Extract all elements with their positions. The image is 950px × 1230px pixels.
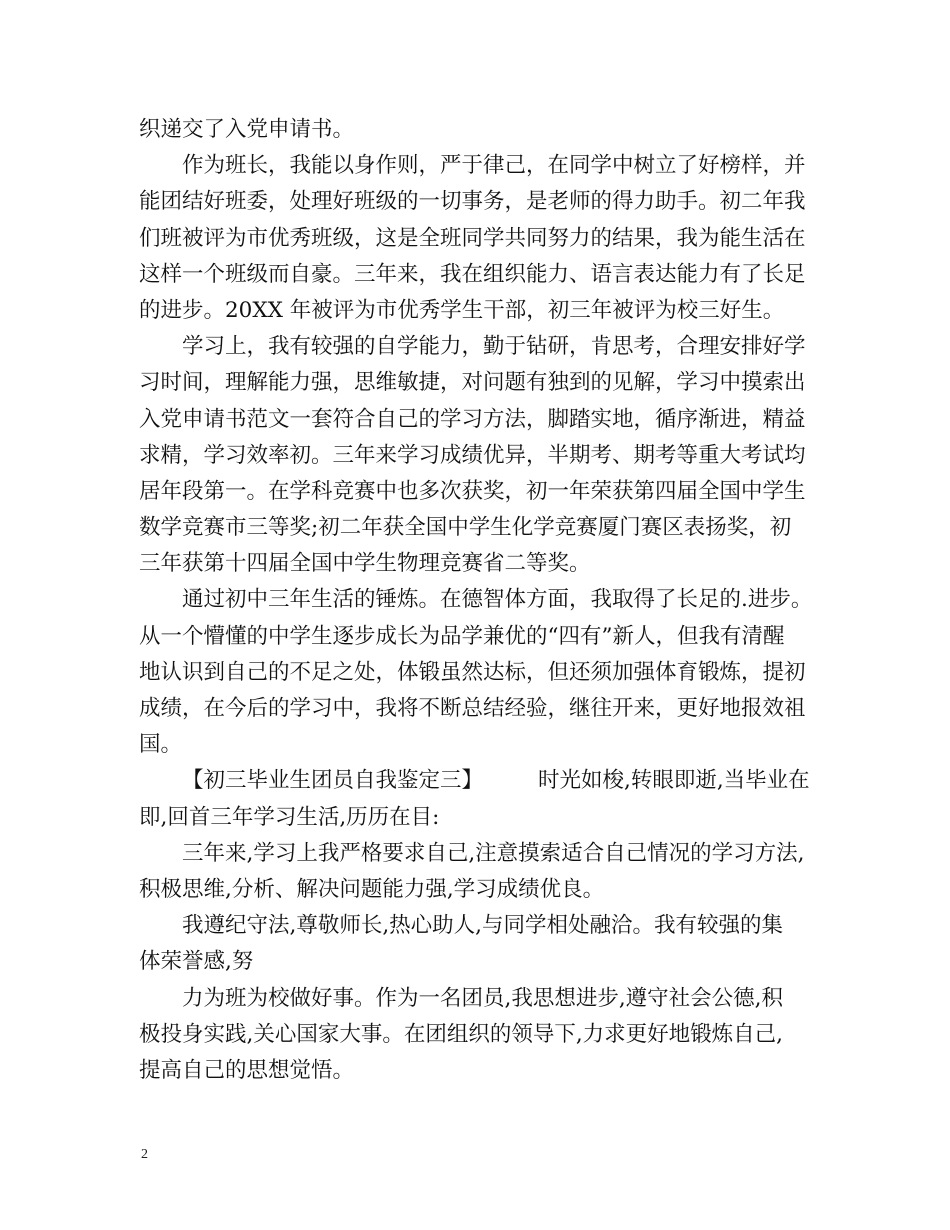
- text-line: [139, 257, 824, 293]
- text-line: [139, 727, 824, 763]
- text-line-content: 求精，学习效率初。三年来学习成绩优异，半期考、期考等重大考试均: [139, 442, 806, 468]
- text-line: [139, 1053, 824, 1089]
- text-line-content: 织递交了入党申请书。: [139, 117, 355, 142]
- text-line: [139, 944, 824, 980]
- text-line: [139, 474, 824, 510]
- text-line: [139, 402, 824, 438]
- text-line-content: 三年来,学习上我严格要求自己,注意摸索适合自己情况的学习方法,: [182, 840, 805, 866]
- text-line-content: 这样一个班级而自豪。三年来，我在组织能力、语言表达能力有了长足: [139, 261, 806, 287]
- text-line-content: 学习上，我有较强的自学能力，勤于钻研，肯思考，合理安排好学: [182, 334, 806, 360]
- text-line-content: 能团结好班委，处理好班级的一切事务，是老师的得力助手。初二年我: [139, 189, 806, 215]
- text-line-content: 习时间，理解能力强，思维敏捷，对问题有独到的见解，学习中摸索出: [139, 370, 806, 396]
- text-line: [139, 582, 824, 618]
- page-number: 2: [141, 1147, 148, 1162]
- text-line-content: 居年段第一。在学科竞赛中也多次获奖，初一年荣获第四届全国中学生: [139, 478, 806, 504]
- text-line: [139, 908, 824, 944]
- text-line-content: 地认识到自己的不足之处，体锻虽然达标，但还须加强体育锻炼，提初: [139, 659, 806, 685]
- text-line-content: 提高自己的思想觉悟。: [139, 1057, 355, 1083]
- text-line-content: 【初三毕业生团员自我鉴定三】: [182, 768, 484, 794]
- text-line-content: 通过初中三年生活的锤炼。在德智体方面，我取得了长足的.进步。: [182, 587, 813, 613]
- text-line-continuation: 时光如梭,转眼即逝,当毕业在: [538, 768, 810, 794]
- text-line: [139, 438, 824, 474]
- text-line-content: 的进步。20XX 年被评为市优秀学生干部，初三年被评为校三好生。: [139, 297, 785, 323]
- text-line-content: 成绩，在今后的学习中，我将不断总结经验，继往开来，更好地报效祖: [139, 696, 806, 721]
- text-line: [139, 510, 824, 546]
- text-line: [139, 872, 824, 908]
- text-line: [139, 655, 824, 691]
- text-line: [139, 691, 824, 727]
- text-line: [139, 800, 824, 836]
- text-line-content: 体荣誉感,努: [139, 949, 254, 975]
- text-line-content: 国。: [139, 732, 183, 758]
- text-line: [139, 148, 824, 184]
- text-line: [139, 546, 824, 582]
- text-line-content: 数学竞赛市三等奖;初二年获全国中学生化学竞赛厦门赛区表扬奖，初: [139, 515, 792, 541]
- text-line-content: 三年获第十四届全国中学生物理竞赛省二等奖。: [139, 551, 591, 577]
- text-line-content: 极投身实践,关心国家大事。在团组织的领导下,力求更好地锻炼自己,: [139, 1021, 784, 1047]
- text-line-content: 入党申请书范文一套符合自己的学习方法，脚踏实地，循序渐进，精益: [139, 406, 806, 432]
- text-line: [139, 329, 824, 365]
- text-line-content: 从一个懵懂的中学生逐步成长为品学兼优的“四有”新人，但我有清醒: [139, 623, 785, 649]
- text-line-content: 积极思维,分析、解决问题能力强,学习成绩优良。: [139, 876, 605, 902]
- body-text: [139, 112, 824, 1089]
- text-line-content: 作为班长，我能以身作则，严于律己，在同学中树立了好榜样，并: [182, 153, 806, 179]
- text-line: [139, 763, 824, 799]
- text-line: [139, 221, 824, 257]
- text-line: [139, 293, 824, 329]
- text-line-content: 们班被评为市优秀班级，这是全班同学共同努力的结果，我为能生活在: [139, 225, 806, 251]
- text-line-content: 即,回首三年学习生活,历历在目:: [139, 804, 440, 830]
- text-line: [139, 112, 824, 148]
- text-line: [139, 981, 824, 1017]
- text-line-content: 我遵纪守法,尊敬师长,热心助人,与同学相处融洽。我有较强的集: [182, 913, 784, 939]
- text-line: [139, 1017, 824, 1053]
- text-line: [139, 836, 824, 872]
- text-line: [139, 365, 824, 401]
- text-line-content: 力为班为校做好事。作为一名团员,我思想进步,遵守社会公德,积: [182, 985, 784, 1011]
- text-line: [139, 184, 824, 220]
- text-line: [139, 619, 824, 655]
